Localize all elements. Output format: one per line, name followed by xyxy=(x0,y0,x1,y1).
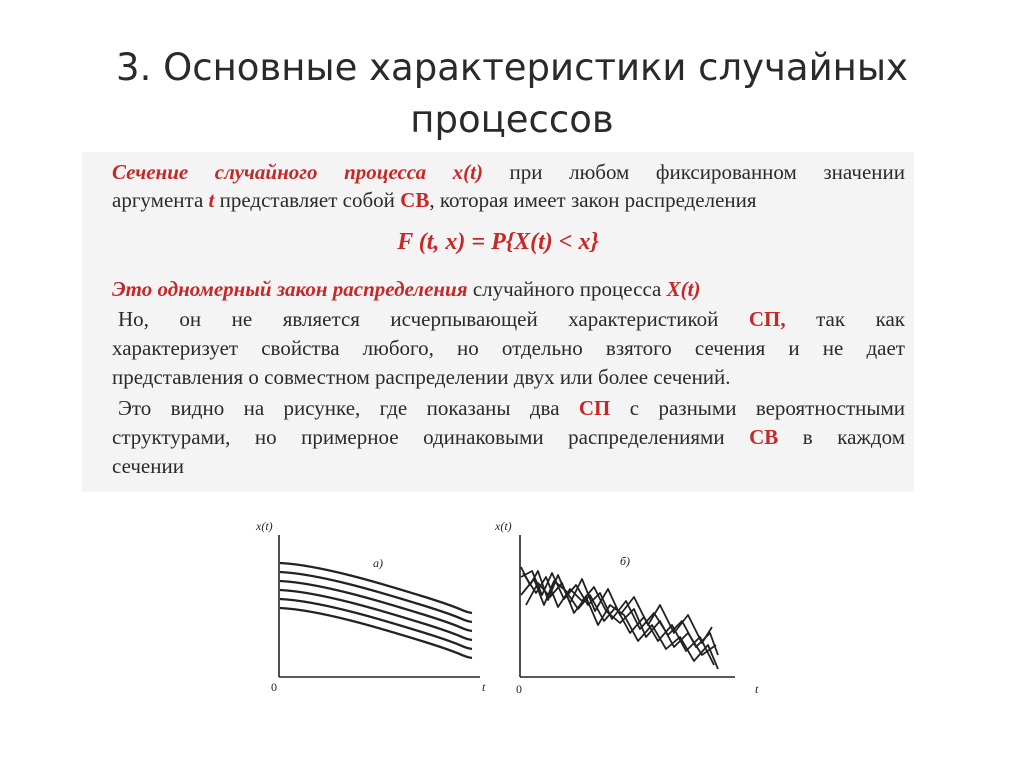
realization-curve xyxy=(280,563,472,613)
paragraph-4-line-1 xyxy=(112,396,905,420)
term-section: Сечение случайного процесса x(t) xyxy=(112,160,483,184)
y-axis-label: x(t) xyxy=(256,519,273,533)
realization-curves xyxy=(521,567,718,669)
text: аргумента xyxy=(112,188,209,212)
panel-b xyxy=(494,519,759,696)
paragraph-3-line-2: характеризует свойства любого, но отдельно взятого сечения и не дает xyxy=(112,336,905,360)
text: , которая имеет закон распределения xyxy=(429,188,757,212)
x-axis-label: t xyxy=(755,682,759,696)
term-xt: X(t) xyxy=(666,277,701,301)
distribution-formula: F (t, x) = P{X(t) < x} xyxy=(397,229,599,255)
slide-title: 3. Основные характеристики случайных процессов xyxy=(116,46,908,141)
text: Но, он не является исчерпывающей характеристикой xyxy=(118,307,749,331)
x-axis-label: t xyxy=(482,680,486,694)
term-sp: СП xyxy=(578,396,611,420)
realization-curve xyxy=(280,599,472,649)
paragraph-2 xyxy=(112,277,905,301)
paragraph-1-line-2 xyxy=(112,188,905,212)
term-1d-law: Это одномерный закон распределения xyxy=(112,277,468,301)
text: в каждом xyxy=(778,425,905,449)
realization-curve xyxy=(280,581,472,631)
y-axis-label: x(t) xyxy=(495,519,512,533)
term-sv: СВ xyxy=(400,188,430,212)
paragraph-4-line-3: сечении xyxy=(112,454,184,478)
text: структурами, но примерное одинаковыми распределениями xyxy=(112,425,750,449)
text: Это видно на рисунке, где показаны два xyxy=(118,396,579,420)
term-sv: СВ xyxy=(749,425,779,449)
realization-curve xyxy=(280,572,472,622)
panel-label: б) xyxy=(620,554,631,568)
text: случайного процесса xyxy=(467,277,667,301)
term-sp: СП, xyxy=(748,307,786,331)
text: с разными вероятностными xyxy=(610,396,905,420)
process-realizations-figure xyxy=(240,505,785,705)
text: представляет собой xyxy=(214,188,401,212)
realization-curve xyxy=(280,590,472,640)
origin-label: 0 xyxy=(271,680,277,694)
text: при любом фиксированном значении xyxy=(482,160,905,184)
term-t: t xyxy=(208,188,215,212)
realization-curve xyxy=(526,583,718,669)
paragraph-1-line-1 xyxy=(112,160,905,184)
panel-label: а) xyxy=(373,556,383,570)
origin-label: 0 xyxy=(516,682,522,696)
paragraph-3-line-3: представления о совместном распределении двух или более сечений. xyxy=(112,365,731,389)
paragraph-3-line-1 xyxy=(112,307,905,331)
paragraph-4-line-2 xyxy=(112,425,905,449)
realization-curves xyxy=(280,563,472,658)
text: так как xyxy=(785,307,905,331)
panel-a xyxy=(255,519,486,694)
realization-curve xyxy=(280,608,472,658)
